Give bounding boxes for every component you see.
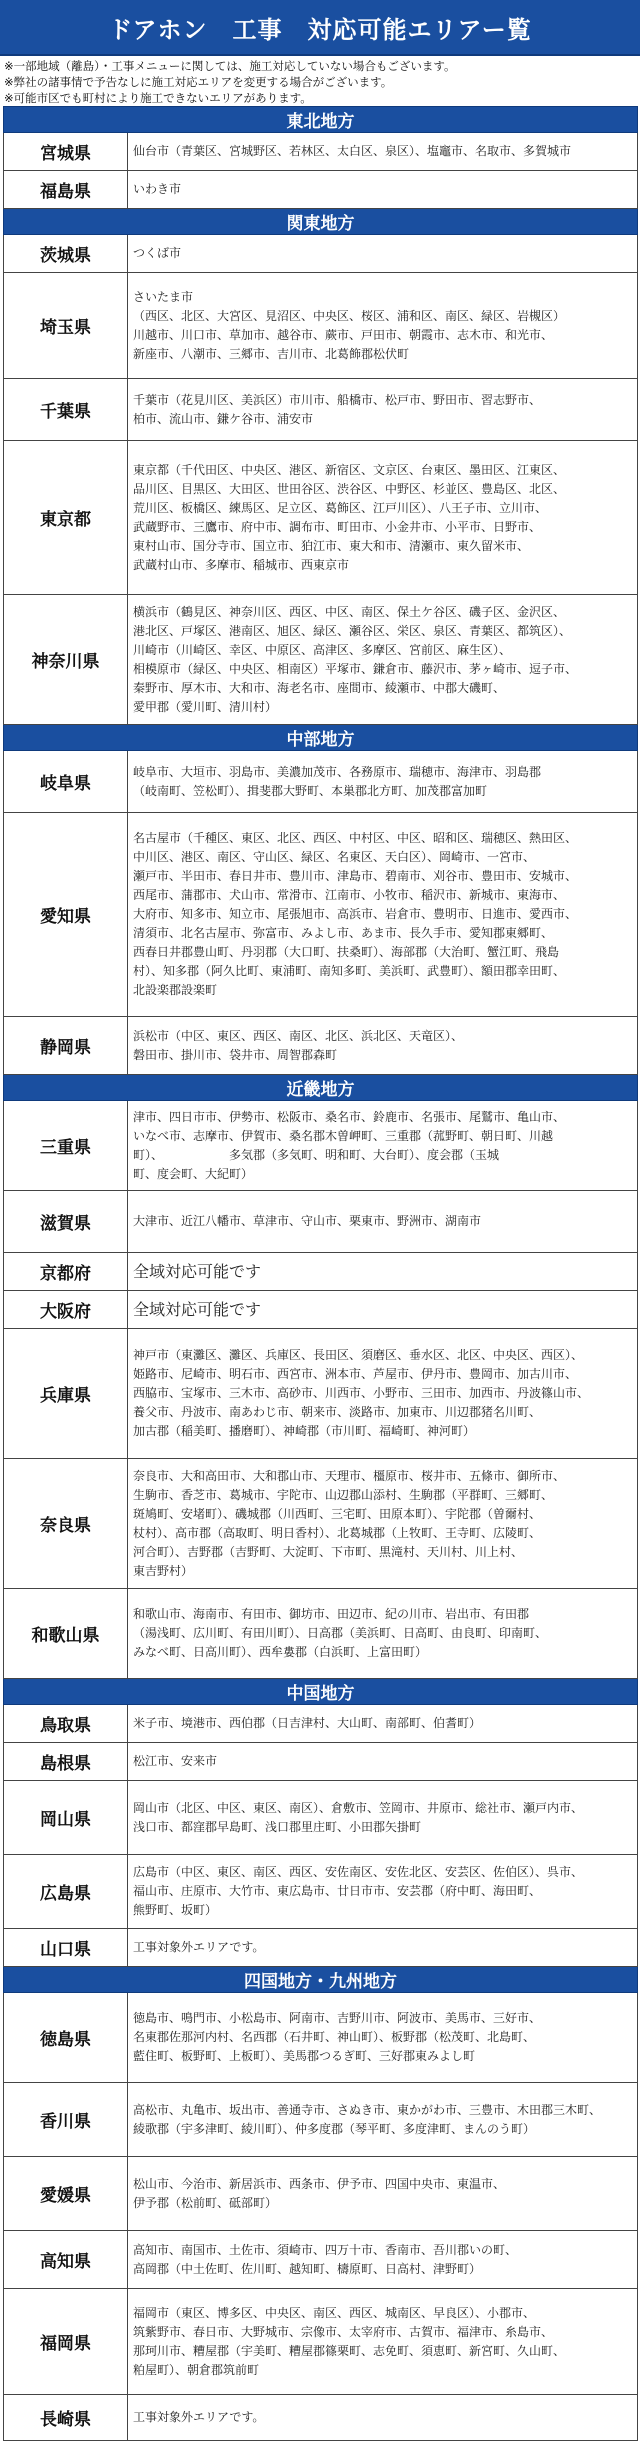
service-area bbox=[128, 1459, 638, 1589]
region-name: 中国地方 bbox=[4, 1679, 638, 1705]
service-area bbox=[128, 1017, 638, 1075]
service-area-line: 高知市、南国市、土佐市、須崎市、四万十市、香南市、吾川郡いの町、 bbox=[133, 2242, 518, 2257]
service-area-line: 高岡郡（中土佐町、佐川町、越知町、檮原町、日高村、津野町） bbox=[133, 2261, 482, 2276]
prefecture-name: 三重県 bbox=[4, 1101, 128, 1191]
prefecture-name: 山口県 bbox=[4, 1929, 128, 1967]
service-area-line: 米子市、境港市、西伯郡（日吉津村、大山町、南部町、伯耆町） bbox=[133, 1716, 482, 1730]
service-area-line: 横浜市（鶴見区、神奈川区、西区、中区、南区、保土ケ谷区、磯子区、金沢区、 bbox=[133, 604, 566, 619]
service-area-line: 仙台市（青葉区、宮城野区、若林区、太白区、泉区）、塩竈市、名取市、多賀城市 bbox=[133, 144, 572, 158]
service-area bbox=[128, 1329, 638, 1459]
region-name: 近畿地方 bbox=[4, 1075, 638, 1101]
service-area bbox=[128, 1589, 638, 1679]
prefecture-name: 埼玉県 bbox=[4, 273, 128, 379]
service-area-line: 津市、四日市市、伊勢市、松阪市、桑名市、鈴鹿市、名張市、尾鷲市、亀山市、 bbox=[133, 1109, 566, 1124]
service-area-line: 品川区、目黒区、大田区、世田谷区、渋谷区、中野区、杉並区、豊島区、北区、 bbox=[133, 481, 566, 496]
prefecture-name: 東京都 bbox=[4, 441, 128, 595]
service-area-line: 大津市、近江八幡市、草津市、守山市、栗東市、野洲市、湖南市 bbox=[133, 1214, 482, 1228]
note-2: ※弊社の諸事情で予告なしに施工対応エリアを変更する場合がございます。 bbox=[4, 75, 393, 89]
service-area-line: 西尾市、蒲郡市、犬山市、常滑市、江南市、小牧市、稲沢市、新城市、東海市、 bbox=[133, 888, 566, 902]
prefecture-row bbox=[4, 1291, 638, 1329]
service-area-line: （西区、北区、大宮区、見沼区、中央区、桜区、浦和区、南区、緑区、岩槻区） bbox=[133, 308, 566, 323]
prefecture-row bbox=[4, 2083, 638, 2157]
prefecture-name: 香川県 bbox=[4, 2083, 128, 2157]
service-area-line: 生駒市、香芝市、葛城市、宇陀市、山辺郡山添村、生駒郡（平群町、三郷町、 bbox=[133, 1487, 554, 1502]
prefecture-name: 茨城県 bbox=[4, 235, 128, 273]
service-area-line: 全域対応可能です bbox=[133, 1300, 262, 1319]
service-area-line: 浜松市（中区、東区、西区、南区、北区、浜北区、天竜区）、 bbox=[133, 1028, 464, 1043]
service-area-line: 町、度会町、大紀町） bbox=[133, 1166, 254, 1181]
prefecture-row bbox=[4, 1855, 638, 1929]
service-area-line: 岡山市（北区、中区、東区、南区）、倉敷市、笠岡市、井原市、総社市、瀬戸内市、 bbox=[133, 1800, 584, 1815]
service-area-line: 港北区、戸塚区、港南区、旭区、緑区、瀬谷区、栄区、泉区、青葉区、都筑区）、 bbox=[133, 623, 572, 638]
prefecture-name: 福島県 bbox=[4, 171, 128, 209]
service-area bbox=[128, 1781, 638, 1855]
service-area-line: 那珂川市、糟屋郡（宇美町、糟屋郡篠栗町、志免町、須恵町、新宮町、久山町、 bbox=[133, 2343, 566, 2358]
service-area-line: つくば市 bbox=[133, 246, 182, 260]
service-area bbox=[128, 595, 638, 725]
prefecture-row bbox=[4, 1101, 638, 1191]
service-area bbox=[128, 2289, 638, 2395]
service-area-line: 広島市（中区、東区、南区、西区、安佐南区、安佐北区、安芸区、佐伯区）、呉市、 bbox=[133, 1865, 584, 1879]
service-area-line: 瀬戸市、半田市、春日井市、豊川市、津島市、碧南市、刈谷市、豊田市、安城市、 bbox=[133, 869, 578, 883]
service-area-line: 姫路市、尼崎市、明石市、西宮市、洲本市、芦屋市、伊丹市、豊岡市、加古川市、 bbox=[133, 1367, 578, 1381]
prefecture-row bbox=[4, 1253, 638, 1291]
prefecture-row bbox=[4, 1743, 638, 1781]
service-area-line: 相模原市（緑区、中央区、相南区）平塚市、鎌倉市、藤沢市、茅ヶ崎市、逗子市、 bbox=[133, 661, 578, 676]
prefecture-name: 京都府 bbox=[4, 1253, 128, 1291]
service-area-line: 川崎市（川崎区、幸区、中原区、高津区、多摩区、宮前区、麻生区）、 bbox=[133, 642, 512, 657]
region-name: 中部地方 bbox=[4, 725, 638, 751]
service-area-line: 神戸市（東灘区、灘区、兵庫区、長田区、須磨区、垂水区、北区、中央区、西区）、 bbox=[133, 1348, 584, 1362]
service-area-line: 粕屋町）、朝倉郡筑前町 bbox=[133, 2362, 260, 2377]
prefecture-name: 千葉県 bbox=[4, 379, 128, 441]
prefecture-name: 島根県 bbox=[4, 1743, 128, 1781]
service-area bbox=[128, 273, 638, 379]
service-area-line: みなべ町、日高川町）、西牟婁郡（白浜町、上富田町） bbox=[133, 1645, 428, 1659]
service-area-line: 福山市、庄原市、大竹市、東広島市、廿日市市、安芸郡（府中町、海田町、 bbox=[133, 1884, 542, 1898]
prefecture-row bbox=[4, 1781, 638, 1855]
prefecture-name: 愛知県 bbox=[4, 813, 128, 1017]
service-area-line: 斑鳩町、安堵町）、磯城郡（川西町、三宅町、田原本町）、宇陀郡（曽爾村、 bbox=[133, 1506, 542, 1521]
service-area-line: 西春日井郡豊山町、丹羽郡（大口町、扶桑町）、海部郡（大治町、蟹江町、飛島 bbox=[133, 945, 560, 959]
service-area bbox=[128, 171, 638, 209]
service-area-line: 藍住町、板野町、上板町）、美馬郡つるぎ町、三好郡東みよし町 bbox=[133, 2049, 476, 2063]
prefecture-row bbox=[4, 273, 638, 379]
prefecture-row bbox=[4, 751, 638, 813]
note-1: ※一部地域（離島）・工事メニューに関しては、施工対応していない場合もございます。 bbox=[4, 59, 456, 73]
service-area-line: 福岡市（東区、博多区、中央区、南区、西区、城南区、早良区）、小郡市、 bbox=[133, 2305, 536, 2320]
prefecture-name: 広島県 bbox=[4, 1855, 128, 1929]
service-area-line: 杖村）、高市郡（高取町、明日香村）、北葛城郡（上牧町、王寺町、広陵町、 bbox=[133, 1525, 542, 1540]
service-area-line: 東京都（千代田区、中央区、港区、新宿区、文京区、台東区、墨田区、江東区、 bbox=[133, 462, 566, 477]
prefecture-row bbox=[4, 1459, 638, 1589]
service-area bbox=[128, 1101, 638, 1191]
service-area-line: 名東郡佐那河内村、名西郡（石井町、神山町）、板野郡（松茂町、北島町、 bbox=[133, 2030, 536, 2044]
service-area-line: 荒川区、板橋区、練馬区、足立区、葛飾区、江戸川区）、八王子市、立川市、 bbox=[133, 500, 548, 515]
service-area-line: 河合町）、吉野郡（吉野町、大淀町、下市町、黒滝村、天川村、川上村、 bbox=[133, 1544, 524, 1559]
service-area bbox=[128, 2395, 638, 2441]
prefecture-row bbox=[4, 2157, 638, 2231]
service-area bbox=[128, 813, 638, 1017]
service-area-line: 磐田市、掛川市、袋井市、周智郡森町 bbox=[133, 1047, 338, 1062]
service-area-line: 新座市、八潮市、三郷市、吉川市、北葛飾郡松伏町 bbox=[133, 346, 410, 361]
service-area-line: 養父市、丹波市、南あわじ市、朝来市、淡路市、加東市、川辺郡猪名川町、 bbox=[133, 1405, 542, 1419]
page-title: ドアホン 工事 対応可能エリアー覧 bbox=[0, 0, 640, 56]
prefecture-row bbox=[4, 2395, 638, 2441]
region-name: 関東地方 bbox=[4, 209, 638, 235]
prefecture-row bbox=[4, 1589, 638, 1679]
prefecture-row bbox=[4, 1017, 638, 1075]
service-area-line: いわき市 bbox=[133, 182, 182, 196]
prefecture-row bbox=[4, 235, 638, 273]
prefecture-row bbox=[4, 2231, 638, 2289]
service-area-line: 和歌山市、海南市、有田市、御坊市、田辺市、紀の川市、岩出市、有田郡 bbox=[133, 1607, 530, 1621]
service-area-line: 奈良市、大和高田市、大和郡山市、天理市、橿原市、桜井市、五條市、御所市、 bbox=[133, 1468, 566, 1483]
service-area-line: 全域対応可能です bbox=[133, 1262, 262, 1281]
service-area-line: 武蔵村山市、多摩市、稲城市、西東京市 bbox=[133, 557, 350, 572]
prefecture-name: 福岡県 bbox=[4, 2289, 128, 2395]
prefecture-row bbox=[4, 379, 638, 441]
service-area-line: 武蔵野市、三鷹市、府中市、調布市、町田市、小金井市、小平市、日野市、 bbox=[133, 519, 542, 534]
region-header bbox=[4, 725, 638, 751]
region-header bbox=[4, 1679, 638, 1705]
service-area-line: 名古屋市（千種区、東区、北区、西区、中村区、中区、昭和区、瑞穂区、熱田区、 bbox=[133, 831, 578, 845]
service-area bbox=[128, 235, 638, 273]
prefecture-row bbox=[4, 1705, 638, 1743]
prefecture-name: 徳島県 bbox=[4, 1993, 128, 2083]
service-area-line: 松山市、今治市、新居浜市、西条市、伊予市、四国中央市、東温市、 bbox=[133, 2176, 506, 2191]
service-area-line: 東村山市、国分寺市、国立市、狛江市、東大和市、清瀬市、東久留米市、 bbox=[133, 538, 530, 553]
prefecture-name: 大阪府 bbox=[4, 1291, 128, 1329]
area-table bbox=[3, 106, 638, 2441]
service-area-line: 工事対象外エリアです。 bbox=[133, 2410, 265, 2424]
service-area-line: 熊野町、坂町） bbox=[133, 1903, 218, 1917]
region-header bbox=[4, 1075, 638, 1101]
prefecture-row bbox=[4, 1191, 638, 1253]
region-name: 四国地方・九州地方 bbox=[4, 1967, 638, 1993]
note-3: ※可能市区でも町村により施工できないエリアがあります。 bbox=[4, 91, 312, 105]
prefecture-name: 岡山県 bbox=[4, 1781, 128, 1855]
service-area bbox=[128, 1855, 638, 1929]
service-area-line: 愛甲郡（愛川町、清川村） bbox=[133, 699, 278, 714]
prefecture-name: 奈良県 bbox=[4, 1459, 128, 1589]
service-area-line: いなべ市、志摩市、伊賀市、桑名郡木曽岬町、三重郡（菰野町、朝日町、川越 bbox=[133, 1128, 554, 1143]
service-area-line: 清須市、北名古屋市、弥富市、みよし市、あま市、長久手市、愛知郡東郷町、 bbox=[133, 926, 554, 940]
prefecture-row bbox=[4, 133, 638, 171]
service-area-line: 加古郡（稲美町、播磨町）、神崎郡（市川町、福崎町、神河町） bbox=[133, 1424, 476, 1438]
service-area bbox=[128, 2231, 638, 2289]
service-area-line: 松江市、安来市 bbox=[133, 1754, 218, 1768]
prefecture-row bbox=[4, 1993, 638, 2083]
region-name: 東北地方 bbox=[4, 107, 638, 133]
prefecture-name: 和歌山県 bbox=[4, 1589, 128, 1679]
prefecture-row bbox=[4, 1929, 638, 1967]
service-area-line: 工事対象外エリアです。 bbox=[133, 1940, 265, 1954]
service-area bbox=[128, 1743, 638, 1781]
service-area-line: 町）、 多気郡（多気町、明和町、大台町）、度会郡（玉城 bbox=[133, 1147, 500, 1162]
service-area-line: 川越市、川口市、草加市、越谷市、蕨市、戸田市、朝霞市、志木市、和光市、 bbox=[133, 327, 554, 342]
prefecture-name: 鳥取県 bbox=[4, 1705, 128, 1743]
service-area-line: 伊予郡（松前町、砥部町） bbox=[133, 2195, 278, 2210]
service-area bbox=[128, 2083, 638, 2157]
prefecture-name: 宮城県 bbox=[4, 133, 128, 171]
prefecture-row bbox=[4, 1329, 638, 1459]
service-area-line: さいたま市 bbox=[133, 289, 194, 304]
prefecture-row bbox=[4, 2289, 638, 2395]
region-header bbox=[4, 209, 638, 235]
service-area bbox=[128, 1191, 638, 1253]
service-area bbox=[128, 441, 638, 595]
service-area-line: 東吉野村） bbox=[133, 1563, 194, 1578]
service-area-line: 綾歌郡（宇多津町、綾川町）、仲多度郡（琴平町、多度津町、まんのう町） bbox=[133, 2121, 536, 2136]
prefecture-name: 静岡県 bbox=[4, 1017, 128, 1075]
service-area-line: （湯浅町、広川町、有田川町）、日高郡（美浜町、日高町、由良町、印南町、 bbox=[133, 1626, 548, 1640]
service-area bbox=[128, 1929, 638, 1967]
prefecture-name: 高知県 bbox=[4, 2231, 128, 2289]
prefecture-name: 神奈川県 bbox=[4, 595, 128, 725]
prefecture-name: 滋賀県 bbox=[4, 1191, 128, 1253]
region-header bbox=[4, 1967, 638, 1993]
service-area bbox=[128, 1291, 638, 1329]
prefecture-name: 兵庫県 bbox=[4, 1329, 128, 1459]
service-area-line: 北設楽郡設楽町 bbox=[133, 983, 218, 997]
region-header bbox=[4, 107, 638, 133]
prefecture-name: 長崎県 bbox=[4, 2395, 128, 2441]
prefecture-name: 愛媛県 bbox=[4, 2157, 128, 2231]
area-table-body bbox=[4, 107, 638, 2441]
service-area-line: 村）、知多郡（阿久比町、東浦町、南知多町、美浜町、武豊町）、額田郡幸田町、 bbox=[133, 964, 566, 978]
service-area-line: 中川区、港区、南区、守山区、緑区、名東区、天白区）、岡崎市、一宮市、 bbox=[133, 850, 536, 864]
service-area-line: 筑紫野市、春日市、大野城市、宗像市、太宰府市、古賀市、福津市、糸島市、 bbox=[133, 2324, 554, 2339]
service-area-line: 徳島市、鳴門市、小松島市、阿南市、吉野川市、阿波市、美馬市、三好市、 bbox=[133, 2011, 542, 2025]
prefecture-row bbox=[4, 813, 638, 1017]
service-area bbox=[128, 2157, 638, 2231]
service-area-line: 岐阜市、大垣市、羽島市、美濃加茂市、各務原市、瑞穂市、海津市、羽島郡 bbox=[133, 764, 542, 779]
prefecture-row bbox=[4, 171, 638, 209]
service-area bbox=[128, 1993, 638, 2083]
service-area-line: 柏市、流山市、鎌ケ谷市、浦安市 bbox=[133, 411, 314, 426]
service-area bbox=[128, 1253, 638, 1291]
service-area-line: 秦野市、厚木市、大和市、海老名市、座間市、綾瀬市、中郡大磯町、 bbox=[133, 680, 506, 695]
prefecture-row bbox=[4, 441, 638, 595]
service-area bbox=[128, 751, 638, 813]
service-area bbox=[128, 379, 638, 441]
notes bbox=[0, 56, 640, 106]
service-area bbox=[128, 133, 638, 171]
service-area-line: （岐南町、笠松町）、揖斐郡大野町、本巣郡北方町、加茂郡富加町 bbox=[133, 783, 488, 798]
service-area bbox=[128, 1705, 638, 1743]
service-area-line: 西脇市、宝塚市、三木市、高砂市、川西市、小野市、三田市、加西市、丹波篠山市、 bbox=[133, 1386, 590, 1400]
prefecture-row bbox=[4, 595, 638, 725]
service-area-line: 大府市、知多市、知立市、尾張旭市、高浜市、岩倉市、豊明市、日進市、愛西市、 bbox=[133, 907, 578, 921]
area-table-wrap bbox=[0, 106, 640, 2441]
service-area-line: 浅口市、都窪郡早島町、浅口郡里庄町、小田郡矢掛町 bbox=[133, 1819, 422, 1834]
prefecture-name: 岐阜県 bbox=[4, 751, 128, 813]
service-area-line: 高松市、丸亀市、坂出市、善通寺市、さぬき市、東かがわ市、三豊市、木田郡三木町、 bbox=[133, 2102, 602, 2117]
service-area-line: 千葉市（花見川区、美浜区）市川市、船橋市、松戸市、野田市、習志野市、 bbox=[133, 392, 542, 407]
